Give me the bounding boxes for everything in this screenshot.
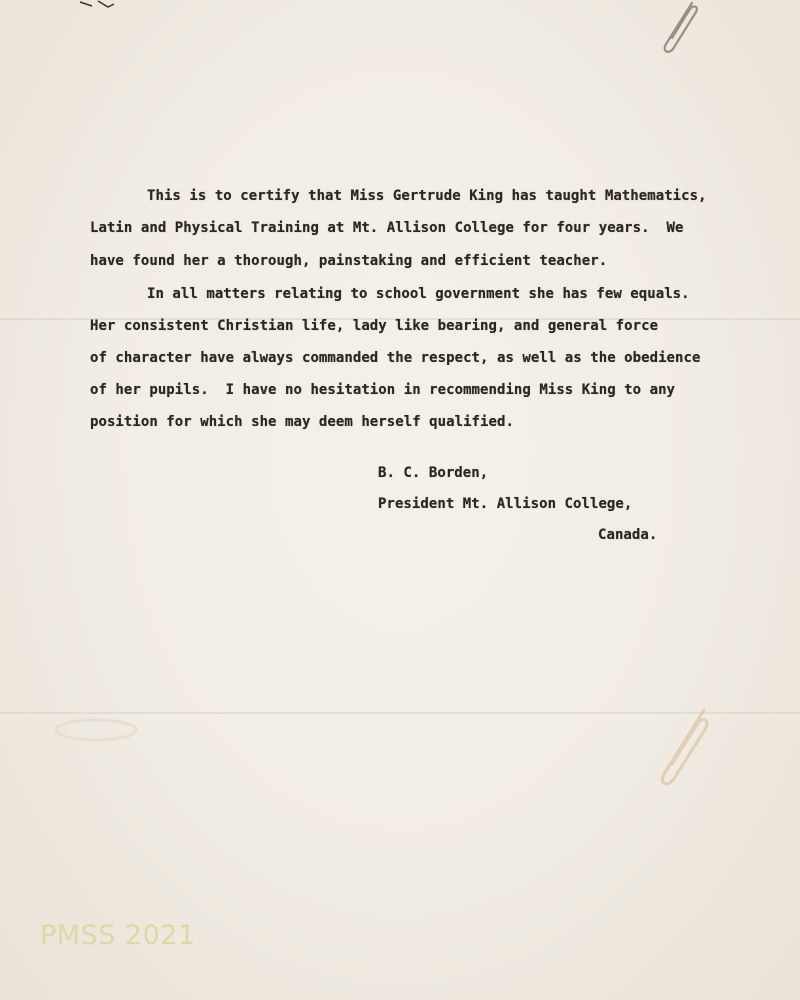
body-line: Her consistent Christian life, lady like bearing, and general force <box>90 318 659 334</box>
signatory-title: President Mt. Allison College, <box>378 496 633 512</box>
body-line: Latin and Physical Training at Mt. Allison College for four years. We <box>90 220 684 236</box>
body-line: of her pupils. I have no hesitation in recommending Miss King to any <box>90 382 676 398</box>
corner-ink-mark-icon <box>78 0 118 12</box>
signatory-name: B. C. Borden, <box>378 465 489 481</box>
body-line: In all matters relating to school government she has few equals. <box>147 286 690 302</box>
body-line: of character have always commanded the respect, as well as the obedience <box>90 350 701 366</box>
paper-stain <box>52 712 142 748</box>
body-line: This is to certify that Miss Gertrude King has taught Mathematics, <box>147 188 707 204</box>
body-line: position for which she may deem herself qualified. <box>90 414 514 430</box>
archive-watermark: PMSS 2021 <box>40 920 196 951</box>
paperclip-stain-icon <box>648 704 712 788</box>
signatory-country: Canada. <box>598 527 658 543</box>
paperclip-icon <box>652 0 702 58</box>
body-line: have found her a thorough, painstaking and efficient teacher. <box>90 253 608 269</box>
